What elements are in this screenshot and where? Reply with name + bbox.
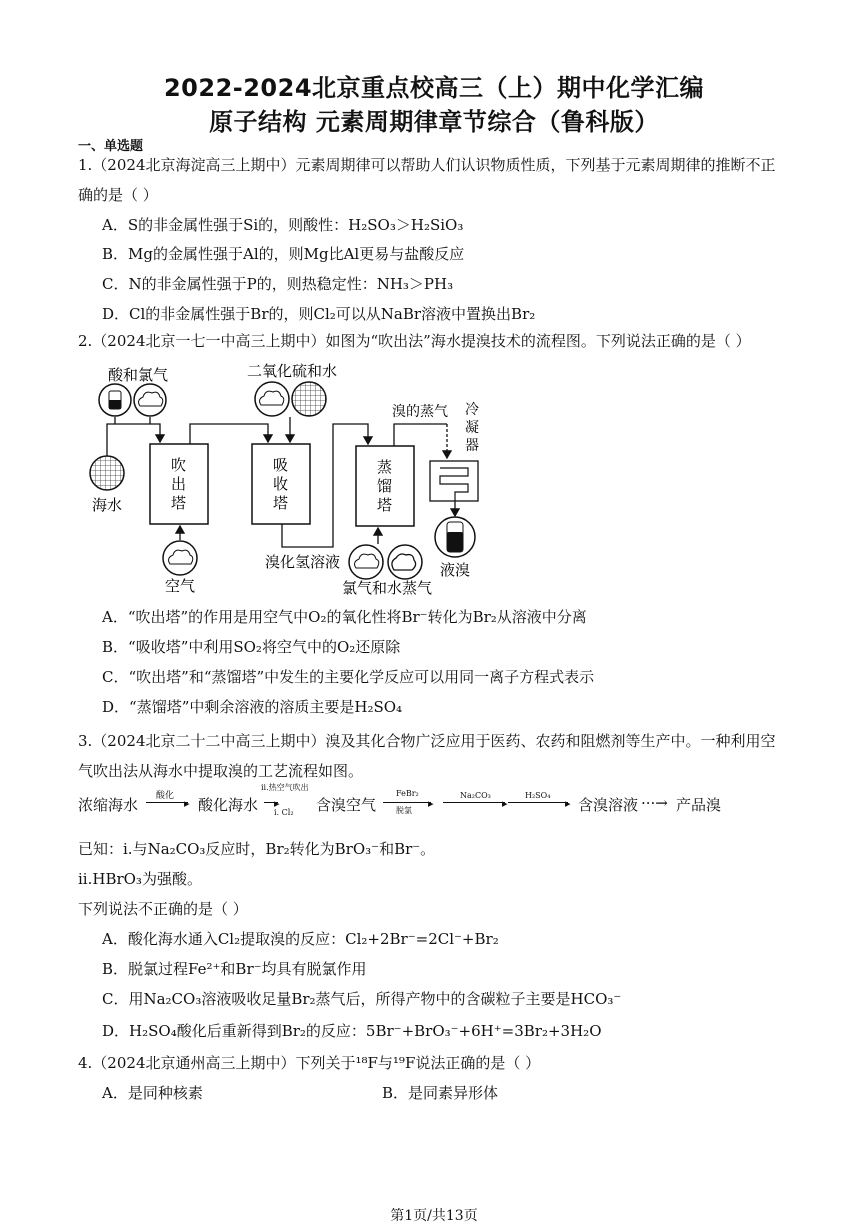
section-heading: 一、单选题 <box>78 139 144 154</box>
acid-liquid <box>109 400 121 409</box>
condenser-c2: 凝 <box>465 420 479 436</box>
label-bromine-vapor: 溴的蒸气 <box>392 404 448 420</box>
label-seawater: 海水 <box>92 496 123 514</box>
flow-arrow4-head: ▸ <box>502 797 508 810</box>
page-number: 第1页/共13页 <box>390 1208 478 1224</box>
q3-option-c: C．用Na₂CO₃溶液吸收足量Br₂蒸气后，所得产物中的含碳粒子主要是HCO₃⁻ <box>102 990 622 1008</box>
label-so2-water: 二氧化硫和水 <box>247 362 338 380</box>
flow-arrow3-top: FeBr₂ <box>396 789 419 798</box>
bromine-liquid <box>447 532 463 552</box>
flow-arrow3-bottom: 脱氯 <box>396 806 412 815</box>
q1-option-d: D．Cl的非金属性强于Br的，则Cl₂可以从NaBr溶液中置换出Br₂ <box>102 305 536 323</box>
label-chlorine-steam: 氯气和水蒸气 <box>342 579 433 597</box>
flow-arrow6: ···→ <box>641 794 668 812</box>
blow-tower-c2: 出 <box>171 475 187 493</box>
label-acid-chlorine: 酸和氯气 <box>108 366 169 384</box>
q2-stem: 2.（2024北京一七一中高三上期中）如图为“吹出法”海水提溴技术的流程图。下列说法正确的是（ ） <box>78 332 751 350</box>
absorb-tower-c3: 塔 <box>273 494 289 512</box>
q4-stem: 4.（2024北京通州高三上期中）下列关于¹⁸F与¹⁹F说法正确的是（ ） <box>78 1054 541 1072</box>
flow-step-product-bromine: 产品溴 <box>676 796 722 814</box>
absorb-tower-c1: 吸 <box>273 456 289 474</box>
q1-option-a: A．S的非金属性强于Si的，则酸性：H₂SO₃＞H₂SiO₃ <box>102 216 464 234</box>
flow-step-acidified-seawater: 酸化海水 <box>198 796 259 814</box>
q3-known-2: ii.HBrO₃为强酸。 <box>78 870 202 888</box>
q3-ask: 下列说法不正确的是（ ） <box>78 900 248 918</box>
condenser-c1: 冷 <box>465 402 479 418</box>
title-line-2: 原子结构 元素周期律章节综合（鲁科版） <box>209 108 659 136</box>
flow-step-bromine-solution: 含溴溶液 <box>578 796 639 814</box>
q2-option-b: B．“吸收塔”中利用SO₂将空气中的O₂还原除 <box>102 638 401 656</box>
flow-arrow4-top: Na₂CO₃ <box>460 791 491 800</box>
distill-tower-c1: 蒸 <box>377 458 393 476</box>
water-circle-icon <box>292 382 326 416</box>
title-line-1: 2022-2024北京重点校高三（上）期中化学汇编 <box>163 74 705 102</box>
q3-option-a: A．酸化海水通入Cl₂提取溴的反应：Cl₂+2Br⁻=2Cl⁻+Br₂ <box>102 930 499 948</box>
flow-arrow2-top: ii.热空气吹出 <box>261 783 309 792</box>
q1-stem: 1.（2024北京海淀高三上期中）元素周期律可以帮助人们认识物质性质，下列基于元素周期律的推断不正确的是（ ） <box>78 156 776 204</box>
q3-process-flow <box>78 784 778 824</box>
blow-tower-c1: 吹 <box>171 456 187 474</box>
q4-option-b: B．是同素异形体 <box>382 1084 499 1102</box>
flow-arrow3 <box>383 802 431 803</box>
flow-arrow3-head: ▸ <box>428 797 434 810</box>
absorb-tower-c2: 收 <box>273 475 289 493</box>
q1-option-c: C．N的非金属性强于P的，则热稳定性：NH₃＞PH₃ <box>102 275 454 293</box>
q1-option-b: B．Mg的金属性强于Al的，则Mg比Al更易与盐酸反应 <box>102 245 465 263</box>
label-liquid-bromine: 液溴 <box>440 561 471 579</box>
flow-arrow1-head: ▸ <box>184 797 190 810</box>
q3-known-1: 已知：i.与Na₂CO₃反应时，Br₂转化为BrO₃⁻和Br⁻。 <box>78 840 436 858</box>
q4-option-a: A．是同种核素 <box>102 1084 203 1102</box>
flow-step-bromine-air: 含溴空气 <box>316 796 377 814</box>
flow-arrow2-bottom: i. Cl₂ <box>274 808 294 817</box>
distill-tower-c3: 塔 <box>377 496 393 514</box>
blow-tower-c3: 塔 <box>171 494 187 512</box>
label-hbr-solution: 溴化氢溶液 <box>265 553 341 571</box>
q3-option-d: D．H₂SO₄酸化后重新得到Br₂的反应：5Br⁻+BrO₃⁻+6H⁺=3Br₂+3H₂O <box>102 1022 602 1040</box>
label-air: 空气 <box>165 577 196 595</box>
q2-option-c: C．“吹出塔”和“蒸馏塔”中发生的主要化学反应可以用同一离子方程式表示 <box>102 668 595 686</box>
condenser-box <box>430 461 478 501</box>
condenser-c3: 器 <box>465 438 479 454</box>
q3-stem: 3.（2024北京二十二中高三上期中）溴及其化合物广泛应用于医药、农药和阻燃剂等生产中。一种利用空气吹出法从海水中提取溴的工艺流程如图。 <box>78 732 776 780</box>
q2-option-d: D．“蒸馏塔”中剩余溶液的溶质主要是H₂SO₄ <box>102 698 403 716</box>
flow-arrow5-top: H₂SO₄ <box>525 791 551 800</box>
q3-option-b: B．脱氯过程Fe²⁺和Br⁻均具有脱氯作用 <box>102 960 367 978</box>
flow-step-concentrated-seawater: 浓缩海水 <box>78 796 139 814</box>
distill-tower-c2: 馏 <box>377 477 393 495</box>
flow-arrow4 <box>443 802 505 803</box>
flow-arrow1-label: 酸化 <box>156 791 175 801</box>
flow-arrow5-head: ▸ <box>565 797 571 810</box>
label-condenser <box>465 402 483 454</box>
flow-arrow2-head: ▸ <box>274 797 280 810</box>
flow-arrow1 <box>146 802 188 803</box>
q2-option-a: A．“吹出塔”的作用是用空气中O₂的氧化性将Br⁻转化为Br₂从溶液中分离 <box>102 608 587 626</box>
seawater-icon <box>90 456 124 490</box>
flow-arrow5 <box>508 802 568 803</box>
